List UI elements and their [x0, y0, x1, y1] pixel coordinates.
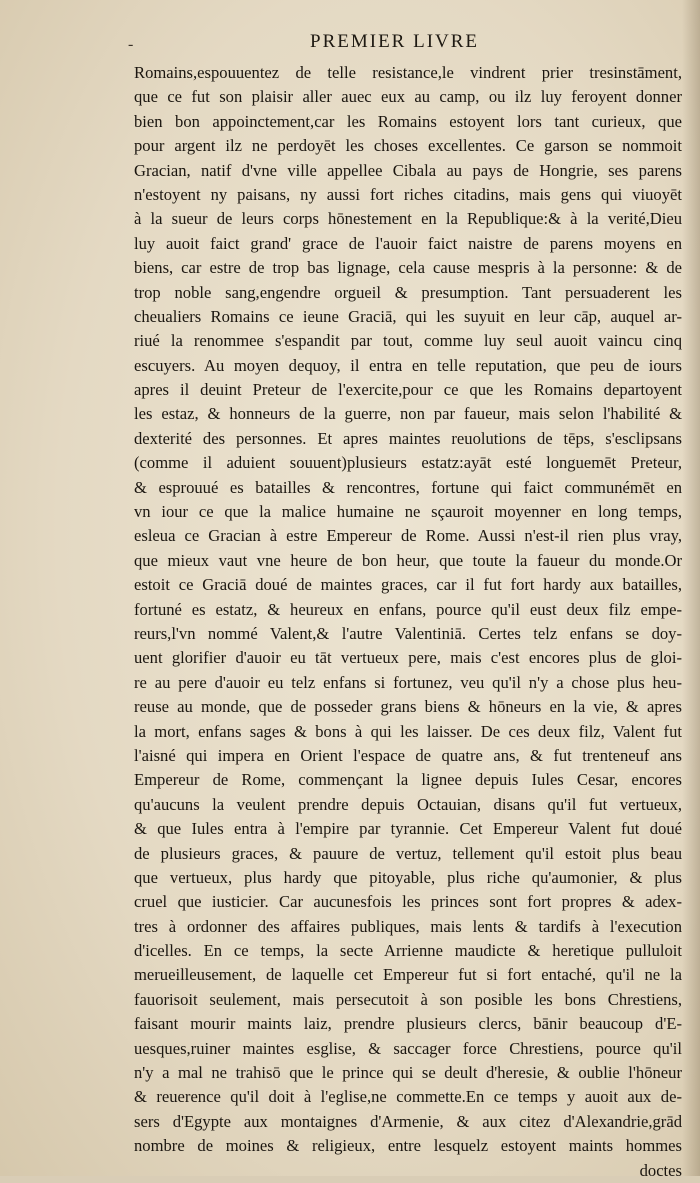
text-line: apres il deuint Preteur de l'exercite,pour ce que les Romains departoyent — [134, 380, 682, 400]
text-line: re au pere d'auoir eu telz enfans si fortunez, veu qu'il n'y a chose plus heu- — [134, 672, 682, 692]
text-line: cheualiers Romains ce ieune Graciā, qui les suyuit en leur cāp, auquel ar- — [134, 306, 682, 326]
text-line: faisant mourir maints laiz, prendre plusieurs clercs, bānir beaucoup d'E- — [134, 1014, 682, 1034]
text-line: esleua ce Gracian à estre Empereur de Rome. Aussi n'est-il rien plus vray, — [134, 526, 682, 546]
text-line: de plusieurs graces, & pauure de vertuz, tellement qu'il estoit plus beau — [134, 843, 682, 863]
text-line: l'aisné qui impera en Orient l'espace de quatre ans, & fut trenteneuf ans — [134, 745, 682, 765]
text-line: biens, car estre de trop bas lignage, cela cause mespris à la personne: & de — [134, 258, 682, 278]
text-line: & que Iules entra à l'empire par tyrannie. Cet Empereur Valent fut doué — [134, 819, 682, 839]
text-line: dexterité des personnes. Et apres maintes reuolutions de tēps, s'esclipsans — [134, 428, 682, 448]
text-line: que vertueux, plus hardy que pitoyable, plus riche qu'aumonier, & plus — [134, 867, 682, 887]
text-line: luy auoit faict grand' grace de l'auoir faict naistre de parens moyens en — [134, 233, 682, 253]
text-line: à la sueur de leurs corps hōnestement en la Republique:& à la verité,Dieu — [134, 209, 682, 229]
text-line: estoit ce Graciā doué de maintes graces, car il fut fort hardy aux batailles, — [134, 575, 682, 595]
text-line: Gracian, natif d'vne ville appellee Cibala au pays de Hongrie, ses parens — [134, 160, 682, 180]
text-line: Romains,espouuentez de telle resistance,le vindrent prier tresinstāment, — [134, 63, 682, 82]
text-line: n'estoyent ny paisans, ny aussi fort riches citadins, mais gens qui viuoyēt — [134, 184, 682, 204]
text-line: fauorisoit seulement, mais persecutoit à son posible les bons Chrestiens, — [134, 989, 682, 1009]
text-line: qu'aucuns la veulent prendre depuis Octauian, disans qu'il fut vertueux, — [134, 794, 682, 814]
text-line: merueilleusement, de laquelle cet Empereur fut si fort entaché, qu'il ne la — [134, 965, 682, 985]
text-line: escuyers. Au moyen dequoy, il entra en telle reputation, que peu de iours — [134, 355, 682, 375]
text-line: nombre de moines & religieux, entre lesquelz estoyent maints hommes — [134, 1136, 682, 1156]
text-line: Empereur de Rome, commençant la lignee depuis Iules Cesar, encores — [134, 770, 682, 790]
text-line: n'y a mal ne trahisō que le prince qui se deult d'heresie, & oublie l'hōneur — [134, 1063, 682, 1083]
text-line: uesques,ruiner maintes esglise, & saccager force Chrestiens, pource qu'il — [134, 1038, 682, 1058]
text-line: (comme il aduient souuent)plusieurs estatz:ayāt esté longuemēt Preteur, — [134, 453, 682, 473]
page-edge-shadow — [682, 0, 700, 1176]
text-line: pour argent ilz ne perdoyēt les choses excellentes. Ce garson se nommoit — [134, 136, 682, 156]
text-line: cruel que iusticier. Car aucunesfois les princes sont fort propres & adex- — [134, 892, 682, 912]
text-line: uent glorifier d'auoir eu tāt vertueux pere, mais c'est encores plus de gloi- — [134, 648, 682, 668]
running-head: PREMIER LIVRE — [310, 31, 480, 52]
text-line: que mieux vaut vne heure de bon heur, que toute la faueur du monde.Or — [134, 550, 682, 570]
text-line: bien bon appoinctement,car les Romains estoyent lors tant curieux, que — [134, 111, 682, 131]
text-line: reurs,l'vn nommé Valent,& l'autre Valentiniā. Certes telz enfans se doy- — [134, 623, 682, 643]
text-line: tres à ordonner des affaires publiques, mais lents & tardifs à l'execution — [134, 916, 682, 936]
text-line: fortuné es estatz, & heureux en enfans, pource qu'il eust deux filz empe- — [134, 599, 682, 619]
text-line: & esprouué es batailles & rencontres, fortune qui faict communémēt en — [134, 477, 682, 497]
text-line: les estaz, & honneurs de la guerre, non par faueur, mais selon l'habilité & — [134, 404, 682, 424]
body-text — [134, 61, 682, 1183]
text-line: riué la renommee s'espandit par tout, comme luy seul auoit vaincu cinq — [134, 331, 682, 351]
top-margin-mark: - — [128, 36, 134, 53]
text-line: reuse au monde, que de posseder grans biens & hōneurs en la vie, & apres — [134, 697, 682, 717]
text-line: que ce fut son plaisir aller auec eux au camp, ou ilz luy feroyent donner — [134, 87, 682, 107]
text-line: vn iour ce que la malice humaine ne sçauroit moyenner en long temps, — [134, 502, 682, 522]
text-line: doctes — [639, 1160, 682, 1180]
text-line: d'icelles. En ce temps, la secte Arrienne maudicte & heretique pulluloit — [134, 941, 682, 961]
text-line: la mort, enfans sages & bons à qui les laisser. De ces deux filz, Valent fut — [134, 721, 682, 741]
text-line: sers d'Egypte aux montaignes d'Armenie, & aux citez d'Alexandrie,grād — [134, 1111, 682, 1131]
text-line: trop noble sang,engendre orgueil & presumption. Tant persuaderent les — [134, 282, 682, 302]
text-line: & reuerence qu'il doit à l'eglise,ne commette.En ce temps y auoit aux de- — [134, 1087, 682, 1107]
